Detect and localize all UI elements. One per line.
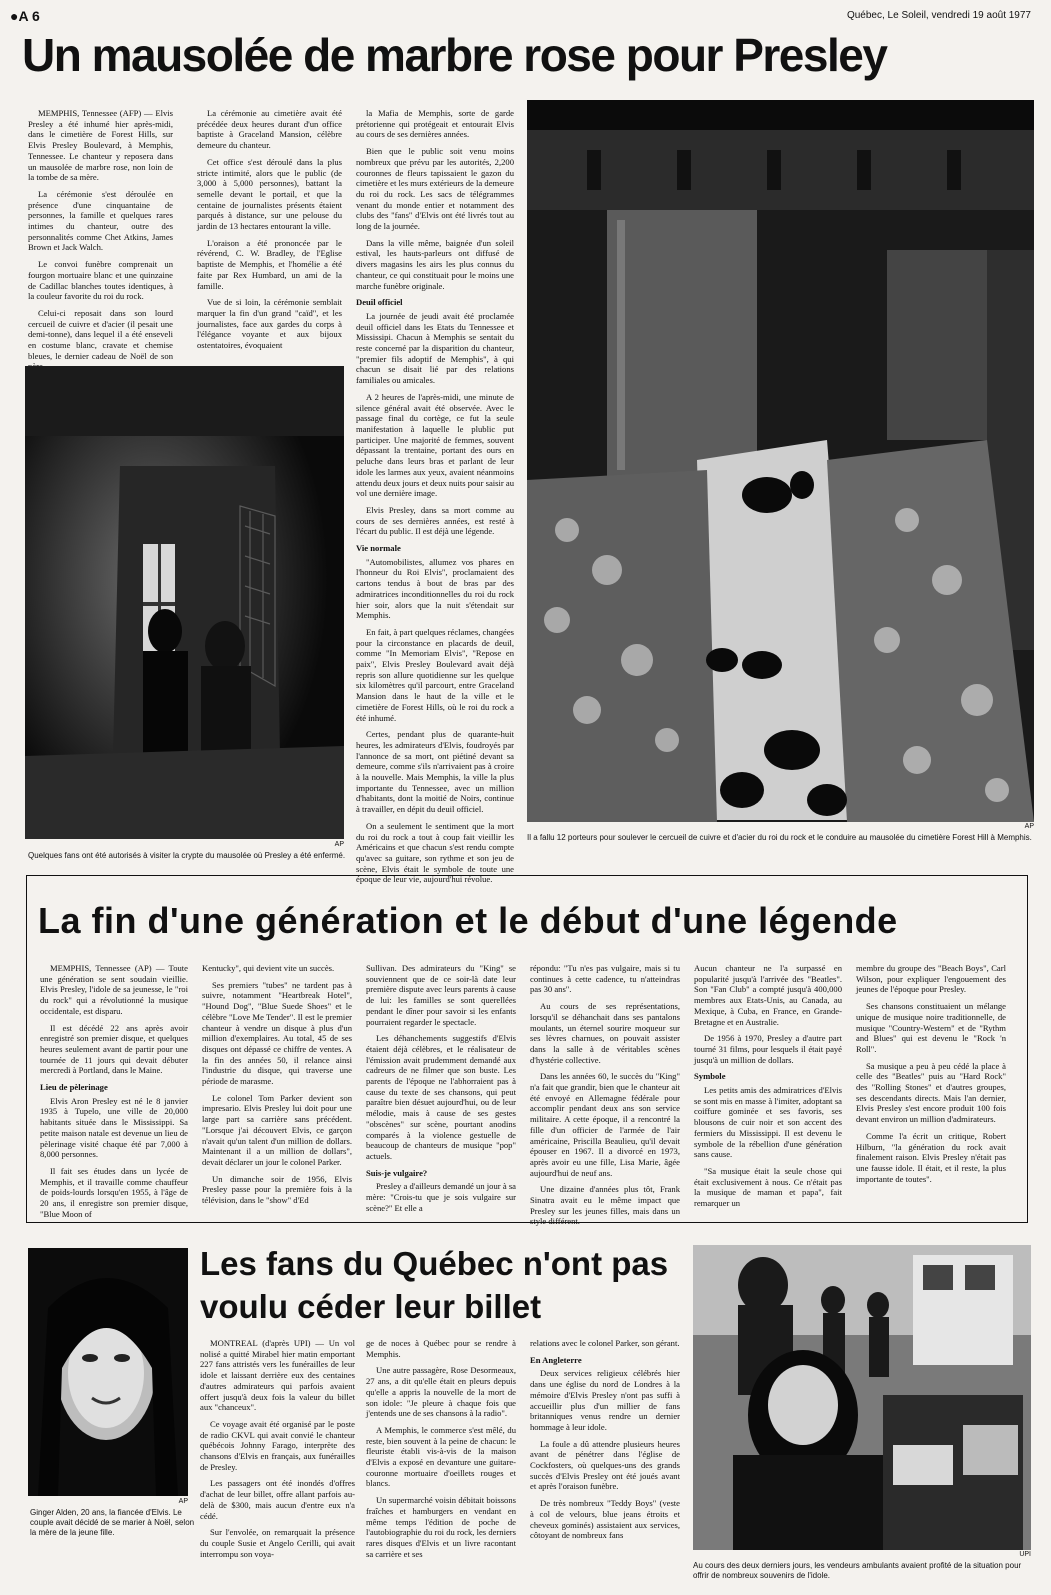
paragraph: Le colonel Tom Parker devient son impresario. Elvis Presley lui doit pour une large part sa carrière sans précédent. "Lorsque j'ai découvert Elvis, ce garçon n'avait qu'un talent d'un million de dollars. Maintenant il a un million de dollars", devait déclarer un jour le colonel Parker. — [202, 1092, 352, 1167]
paragraph: Presley a d'ailleurs demandé un jour à sa mère: "Crois-tu que je sois vulgaire sur scène?" Et elle a — [366, 1181, 516, 1213]
article2-column-6 — [856, 963, 1006, 1213]
subheading: Deuil officiel — [356, 297, 403, 308]
article1-headline: Un mausolée de marbre rose pour Presley — [22, 29, 887, 81]
funeral-photo — [527, 100, 1034, 822]
paragraph: Cet office s'est déroulé dans la plus stricte intimité, alors que le public (de 3,000 à 5,000 personnes), battant la semelle devant le portail, et que la centaine de journalistes présents étaient parqués à distance, sur une pelouse du jardin de 13 hectares entourant la ville. — [197, 156, 342, 232]
paragraph: Les déhanchements suggestifs d'Elvis étaient déjà célèbres, et le réalisateur de l'émission avait prudemment demandé aux cadreurs de ne filmer que son buste. Les parents de l'époque ne l'abhorraient pas à cause du texte de ses chansons, qui peut paraître bien désuet aujourd'hui, ou de leur mélodie, mais à cause de ses gestes "obscènes" sur scène, pourtant anodins comparés à la violence gestuelle de beaucoup de chanteurs de musique "pop" actuels. — [366, 1033, 516, 1161]
dateline: Québec, Le Soleil, vendredi 19 août 1977 — [846, 10, 1031, 21]
paragraph-continued: Aucun chanteur ne l'a surpassé en popularité jusqu'à l'arrivée des "Beatles". Son "Fan Club" a compté jusqu'à 400,000 membres aux Etats-Unis, au Canada, au Mexique, à Cuba, en France, en Grande-Bretagne et en Australie. — [694, 963, 842, 1027]
subheading: Suis-je vulgaire? — [366, 1167, 428, 1178]
subheading: En Angleterre — [530, 1354, 582, 1365]
paragraph: Deux services religieux célébrés hier dans une église du nord de Londres à la mémoire d'Elvis Presley n'ont pas suffi à accueillir plus d'un millier de fans britanniques venus rendre un dernier hommage à leur idole. — [530, 1368, 680, 1432]
paragraph: Sur l'envolée, on remarquait la présence du couple Susie et Angelo Cerilli, qui avait interrompu son voya- — [200, 1527, 355, 1559]
ginger-photo-caption: Ginger Alden, 20 ans, la fiancée d'Elvis. Le couple avait décidé de se marier à Noël, selon la mère de la jeune fille. — [30, 1508, 195, 1537]
paragraph: Bien que le public soit venu moins nombreux que prévu par les autorités, 2,200 couronnes de fleurs tapissaient le gazon du cimetière et les murs extérieurs de la demeure du roi du rock. Les sacs de télégrammes venant du monde entier et notamment des clubs des "fans" d'Elvis ont été livrés tout au long de la journée. — [356, 146, 514, 232]
paragraph: Le convoi funèbre comprenait un fourgon mortuaire blanc et une quinzaine de Cadillac blanches toutes identiques, à la couleur favorite du roi du rock. — [28, 259, 173, 302]
paragraph: Certes, pendant plus de quarante-huit heures, les admirateurs d'Elvis, foudroyés par l'annonce de sa mort, ont piétiné devant sa demeure, comme s'ils n'arrivaient pas à croire à la nouvelle. Mais Memphis, la ville la plus importante du Tennessee, avec un million d'habitants, dont la moitié de Noirs, continue à travailler, en dépit du deuil officiel. — [356, 729, 514, 815]
paragraph: De 1956 à 1970, Presley a d'autre part tourné 31 films, pour lesquels il était payé jusqu'à un million de dollars. — [694, 1033, 842, 1065]
paragraph: Elvis Aron Presley est né le 8 janvier 1935 à Tupelo, une ville de 20,000 habitants située dans le Mississippi. Sa petite maison natale est devenue un lieu de pèlerinage visité chaque été par 7,000 à 8,000 personnes. — [40, 1095, 188, 1160]
vendors-photo-credit: UPI — [1019, 1551, 1031, 1558]
paragraph: A Memphis, le commerce s'est mêlé, du reste, bien souvent à la peine de chacun: le fleuriste établi vis-à-vis de la maison d'Elvis a exposé en devanture une guitare-couronne mortuaire d'oeillets rouges et blancs. — [366, 1424, 516, 1489]
paragraph: Les petits amis des admiratrices d'Elvis se sont mis en masse à l'imiter, adoptant sa coiffure gominée et ses favoris, ses blousons de cuir noir et son accent des fermiers du Mississippi. Il est devenu le symbole de la rébellion d'une génération sans cause. — [694, 1085, 842, 1160]
paragraph: En fait, à part quelques réclames, changées pour la circonstance en placards de deuil, comme "In Memoriam Elvis", "Repose en paix", Elvis Presley Boulevard avait déjà repris son allure quotidienne sur les quelque six kilomètres qu'il parcourt, entre Graceland Mansion dans le haut de la ville et le cimetière de Forest Hills, où le roi du rock a été inhumé. — [356, 626, 514, 723]
article3-column-2 — [366, 1338, 516, 1588]
paragraph: Au cours de ses représentations, lorsqu'il se déhanchait dans ses pantalons moulants, un éternel sourire moqueur sur ses lèvres charnues, on pouvait assister dans la salle à de véritables scènes d'hystérie collective. — [530, 1001, 680, 1065]
subheading: Lieu de pèlerinage — [40, 1082, 108, 1093]
paragraph: On a seulement le sentiment que la mort du roi du rock a tout à coup fait vieillir les Américains et que chacun s'est rendu compte qu'avec sa guitare, son rythme et son jeu de scène, Elvis était le symbole de toute une époque de leur vie, aujourd'hui révolue. — [356, 820, 514, 885]
paragraph: Une dizaine d'années plus tôt, Frank Sinatra avait eu le même impact que Presley sur les jeunes filles, mais dans un style différent. — [530, 1184, 680, 1227]
paragraph: Une autre passagère, Rose Desormeaux, 27 ans, a dit qu'elle était en pleurs depuis qu'elle a appris la nouvelle de la mort de son idole: "Je pleure à chaque fois que j'entends une de ses chansons à la radio". — [366, 1365, 516, 1419]
paragraph: MONTREAL (d'après UPI) — Un vol nolisé a quitté Mirabel hier matin emportant 227 fans attristés vers les funérailles de leur idole et laissant derrière eux des centaines d'autres admirateurs qui parfois avaient offert jusqu'à deux fois la valeur du billet aux "chanceux". — [200, 1338, 355, 1413]
paragraph-continued: Sullivan. Des admirateurs du "King" se souviennent que de ce soir-là date leur première dispute avec leurs parents à cause de lui: les familles se sont querellées pendant le dîner pour savoir si les enfants pourraient regarder le spectacle. — [366, 963, 516, 1027]
ginger-photo-credit: AP — [178, 1498, 188, 1505]
paragraph: La cérémonie au cimetière avait été précédée deux heures durant d'un office baptiste à Graceland Mansion, célèbre demeure du chanteur. — [197, 108, 342, 151]
paragraph: la Mafia de Memphis, sorte de garde prétorienne qui protégeait et entourait Elvis au cours de ses dernières années. — [356, 108, 514, 140]
paragraph: MEMPHIS, Tennessee (AFP) — Elvis Presley a été inhumé hier après-midi, dans le cimetière de Forest Hills, sur Elvis Presley Boulevard, à Memphis, Tennessee. Le chanteur y reposera dans un mausolée de marbre rose, non loin de la tombe de sa mère. — [28, 108, 173, 183]
paragraph: Elvis Presley, dans sa mort comme au cours de ses dernières années, est resté à l'écart du public. Il est déjà une légende. — [356, 504, 514, 537]
paragraph: Comme l'a écrit un critique, Robert Hilburn, "la génération du rock avait finalement raison. Elvis Presley n'était pas une fausse idole. Il était, et il reste, la plus importante de toutes". — [856, 1130, 1006, 1184]
paragraph-continued: Kentucky", qui devient vite un succès. — [202, 963, 335, 973]
paragraph: Un supermarché voisin débitait boissons fraîches et hamburgers en vendant en même temps l'édition de poche de l'autobiographie du roi du rock, les derniers rares disques d'Elvis et un livre racontant sa carrière et ses — [366, 1495, 516, 1559]
article3-column-1 — [200, 1338, 355, 1588]
paragraph: Ce voyage avait été organisé par le poste de radio CKVL qui avait convié le chanteur québécois Johnny Farago, interprète des chansons d'Elvis en français, aux funérailles de Presley. — [200, 1418, 355, 1472]
paragraph: Un dimanche soir de 1956, Elvis Presley passe pour la première fois à la télévision, dans le "show" d'Ed — [202, 1173, 352, 1206]
article2-column-1 — [40, 963, 188, 1219]
article2-column-3 — [366, 963, 516, 1213]
paragraph-continued: relations avec le colonel Parker, son gérant. — [530, 1338, 680, 1348]
ginger-alden-photo — [28, 1248, 188, 1496]
funeral-photo-caption: Il a fallu 12 porteurs pour soulever le cercueil de cuivre et d'acier du roi du rock et le conduire au mausolée du cimetière Forest Hill à Memphis. — [527, 833, 1032, 842]
paragraph: Dans les années 60, le succès du "King" n'a fait que grandir, bien que le chanteur ait été envoyé en Allemagne fédérale pour accomplir pendant deux ans son service militaire. A cette époque, il a rencontré la fille d'un officier de l'armée de l'air américaine, Priscilla Beaulieu, qu'il devait épouser en 1967. Il a divorcé en 1973, après avoir eu une fille, Lisa Marie, âgée aujourd'hui de neuf ans. — [530, 1071, 680, 1178]
article2-column-4 — [530, 963, 680, 1227]
paragraph: Les passagers ont été inondés d'offres d'achat de leur billet, offre allant parfois au-delà de $300, mais aucun d'entre eux n'a cédé. — [200, 1478, 355, 1521]
paragraph: La cérémonie s'est déroulée en présence d'une cinquantaine de personnes, la famille et quelques rares intimes du chanteur, outre des personnalités comme Chet Atkins, James Brown et Jack Walch. — [28, 188, 173, 253]
paragraph: La journée de jeudi avait été proclamée deuil officiel dans les Etats du Tennessee et Mississipi. Chacun à Memphis se sentait du reste concerné par la disparition du chanteur, "premier fils adoptif de Memphis", à qui chacun se disait lié par des relations familiales ou amicales. — [356, 310, 514, 386]
paragraph: Vue de si loin, la cérémonie semblait marquer la fin d'un grand "caïd", et les journalistes, face aux gardes du corps à l'élégance voyante et aux bijoux ostentatoires, évoquaient — [197, 297, 342, 351]
article1-column-3 — [356, 108, 514, 885]
paragraph: Celui-ci reposait dans son lourd cercueil de cuivre et d'acier (il pesait une demi-tonne), dans lequel il a été enseveli en costume blanc, cravate et chemise bleues, le dernier cadeau de Noël de son — [28, 307, 173, 361]
article2-column-2 — [202, 963, 352, 1213]
article2-column-5 — [694, 963, 842, 1213]
paragraph: Ses premiers "tubes" ne tardent pas à suivre, notamment "Heartbreak Hotel", "Hound Dog", "Blue Suede Shoes" et le célèbre "Love Me Tender". Il est le premier chanteur à vendre un disque à plus d'un million d'exemplaires. Au total, 45 de ses disques ont dépassé ce chiffre de ventes. A la fin des années 50, il relance ainsi l'industrie du disque, qui traverse une période de marasme. — [202, 979, 352, 1087]
subheading: Symbole — [694, 1071, 726, 1082]
paragraph-continued: membre du groupe des "Beach Boys", Carl Wilson, pour expliquer l'engouement des jeunes de l'époque pour Presley. — [856, 963, 1006, 995]
paragraph-continued: ge de noces à Québec pour se rendre à Memphis. — [366, 1338, 516, 1359]
article2-headline: La fin d'une génération et le début d'une légende — [38, 900, 898, 941]
paragraph: De très nombreux "Teddy Boys" (veste à col de velours, blue jeans étroits et cheveux gominés) assistaient aux services, côtoyant de nombreux fans — [530, 1498, 680, 1541]
paragraph: La foule a dû attendre plusieurs heures avant de pénétrer dans l'église de Cockfosters, où quelques-uns des grands succès d'Elvis Presley ont été joués avant et après l'oraison funèbre. — [530, 1438, 680, 1492]
paragraph: Sa musique a peu à peu cédé la place à celle des "Beatles" puis au "Hard Rock" des "Rolling Stones" et d'autres groupes, ses descendants directs. Mais l'an dernier, Elvis Presley s'est encore produit 100 fois devant environ un million d'admirateurs. — [856, 1060, 1006, 1125]
paragraph: "Automobilistes, allumez vos phares en l'honneur du Roi Elvis", proclamaient des cartons tendus à bout de bras par des admiratrices inconditionnelles du roi du rock hier soir, alors que la nuit s'étendait sur Memphis. — [356, 556, 514, 621]
paragraph: MEMPHIS, Tennessee (AP) — Toute une génération se sent soudain vieillie. Elvis Presley, l'idole de sa jeunesse, le "roi du rock" qui a révolutionné la musique occidentale, est disparu. — [40, 963, 188, 1016]
article3-column-3 — [530, 1338, 680, 1588]
paragraph: L'oraison a été prononcée par le révérend, C. W. Bradley, de l'Eglise baptiste de Memphis, et l'homélie a été faite par Rex Humbard, un ami de la famille. — [197, 237, 342, 291]
paragraph: Dans la ville même, baignée d'un soleil estival, les hauts-parleurs ont diffusé de divers magasins les airs les plus connus du chanteur, ce qui constituait pour le moins une marche funèbre originale. — [356, 237, 514, 291]
street-vendors-photo — [693, 1245, 1031, 1550]
article3-headline: Les fans du Québec n'ont pas voulu céder leur billet — [200, 1245, 669, 1325]
crypt-photo-credit: AP — [334, 841, 344, 848]
paragraph: Il est décédé 22 ans après avoir enregistré son premier disque, et quelques heures seulement avant de partir pour une tournée de 11 jours qui devait débuter mercredi à Portland, dans le Maine. — [40, 1022, 188, 1076]
paragraph: A 2 heures de l'après-midi, une minute de silence général avait été observée. Avec le passage final du cortège, ce fut la seule manifestation à laquelle le plublic put participer. Une majorité de femmes, souvent dépassant la trentaine, portant des ours en peluche dans leurs bras et parlant de leur idole les larmes aux yeux, avaient néanmoins attendu deux jours et deux nuits pour saisir au vol une dernière image. — [356, 391, 514, 499]
subheading: Vie normale — [356, 543, 401, 554]
funeral-photo-credit: AP — [1024, 823, 1034, 830]
paragraph-continued: répondu: "Tu n'es pas vulgaire, mais si tu continues à cette cadence, tu n'atteindras pas 30 ans". — [530, 963, 680, 995]
paragraph: Ses chansons constituaient un mélange unique de musique noire traditionnelle, de musique "Country-Western" et de "Rythm and Blues" qui est devenu le "Rock 'n Roll". — [856, 1001, 1006, 1054]
article1-column-1 — [28, 108, 173, 361]
article1-column-2 — [197, 108, 342, 363]
crypt-photo — [25, 366, 344, 839]
crypt-photo-caption: Quelques fans ont été autorisés à visiter la crypte du mausolée où Presley a été enfermé. — [28, 851, 346, 860]
page-number: ●A 6 — [10, 8, 40, 24]
paragraph: Il fait ses études dans un lycée de Memphis, et il travaille comme chauffeur de poids-lourds lorsqu'en 1955, à l'âge de 20 ans, il enregistre son premier disque, "Blue Moon of — [40, 1165, 188, 1219]
paragraph: "Sa musique était la seule chose qui était exclusivement à nous. Ce n'était pas la musique de maman et papa", fait remarquer un — [694, 1165, 842, 1209]
vendors-photo-caption: Au cours des deux derniers jours, les vendeurs ambulants avaient profité de la situation pour offrir de nombreux souvenirs de l'idole. — [693, 1561, 1022, 1580]
